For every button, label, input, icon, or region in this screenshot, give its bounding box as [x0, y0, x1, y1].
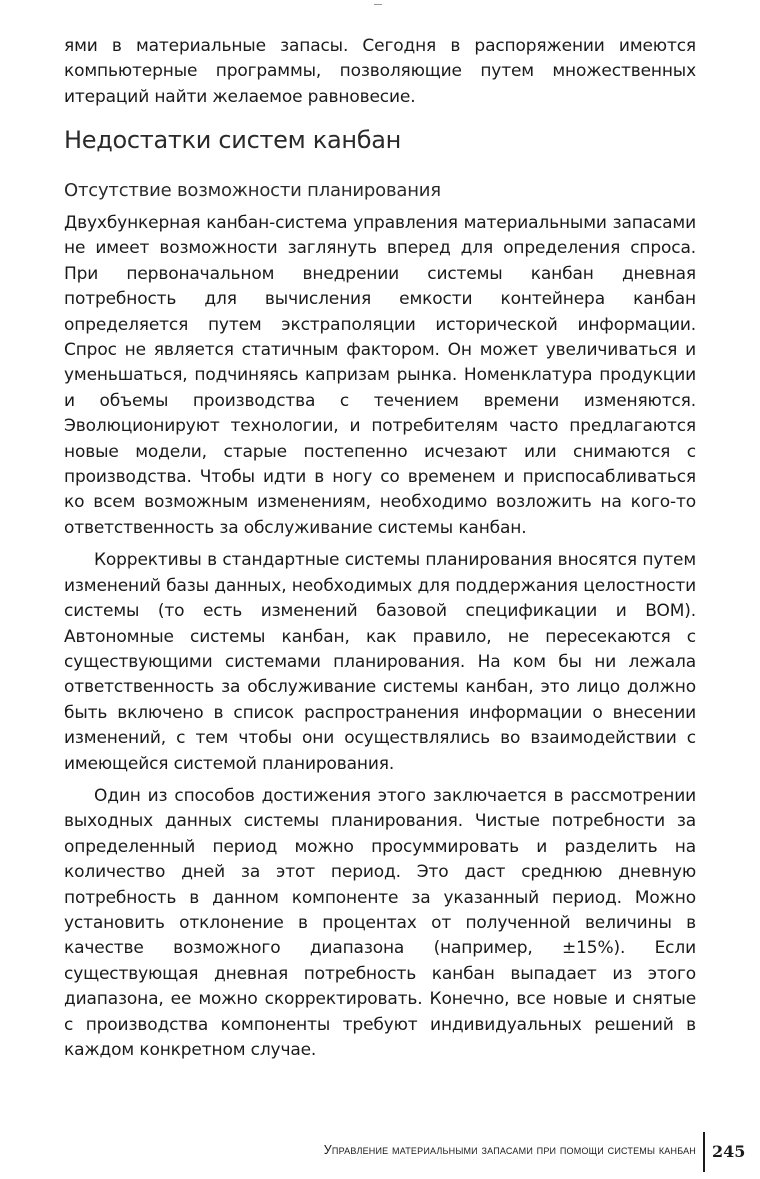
intro-paragraph: ями в материальные запасы. Сегодня в распоряжении имеются компьютерные программы, позволяющие путем множественных итераций найти желаемое равновесие. [64, 36, 696, 107]
section-title: Недостатки систем канбан [64, 126, 402, 154]
paragraph-2: Коррективы в стандартные системы планирования вносятся путем изменений базы данных, необходимых для поддержания целостности системы (то есть изменений базовой спецификации и BOM). Автономные системы канбан, как правило, не пересекаются с существующими системами планирования. На ком бы ни лежала ответственность за обслуживание системы канбан, это лицо должно быть включено в список распространения информации о внесении изменений, с тем чтобы они осуществлялись во взаимодействии с имеющейся системой планирования. [64, 550, 696, 774]
footer-divider [703, 1132, 705, 1172]
intro-block [64, 34, 696, 110]
subsection-title: Отсутствие возможности планирования [64, 180, 441, 201]
paragraph-3: Один из способов достижения этого заключается в рассмотрении выходных данных системы планирования. Чистые потребности за определенный период можно просуммировать и разделить на количество дней за этот период. Это даст среднюю дневную потребность в данном компоненте за указанный период. Можно установить отклонение в процентах от полученной величины в качестве возможного диапазона (например, ±15%). Если существующая дневная потребность канбан выпадает из этого диапазона, ее можно скорректировать. Конечно, все новые и снятые с производства компоненты требуют индивидуальных решений в каждом конкретном случае. [64, 785, 696, 1060]
paragraph-1: Двухбункерная канбан-система управления материальными запасами не имеет возможности заглянуть вперед для определения спроса. При первоначальном внедрении системы канбан дневная потребность для вычисления емкости контейнера канбан определяется путем экстраполяции исторической информации. Спрос не является статичным фактором. Он может увеличиваться и уменьшаться, подчиняясь капризам рынка. Номенклатура продукции и объемы производства с течением времени изменяются. Эволюционируют технологии, и потребителям часто предлагаются новые модели, старые постепенно исчезают или снимаются с производства. Чтобы идти в ногу со временем и приспосабливаться ко всем возможным изменениям, необходимо возложить на кого-то ответственность за обслуживание системы канбан. [64, 213, 696, 538]
running-title: Управление материальными запасами при помощи системы канбан [323, 1143, 696, 1157]
body-block [64, 211, 696, 1063]
page-number: 245 [712, 1142, 746, 1161]
top-tick-mark [374, 4, 382, 5]
